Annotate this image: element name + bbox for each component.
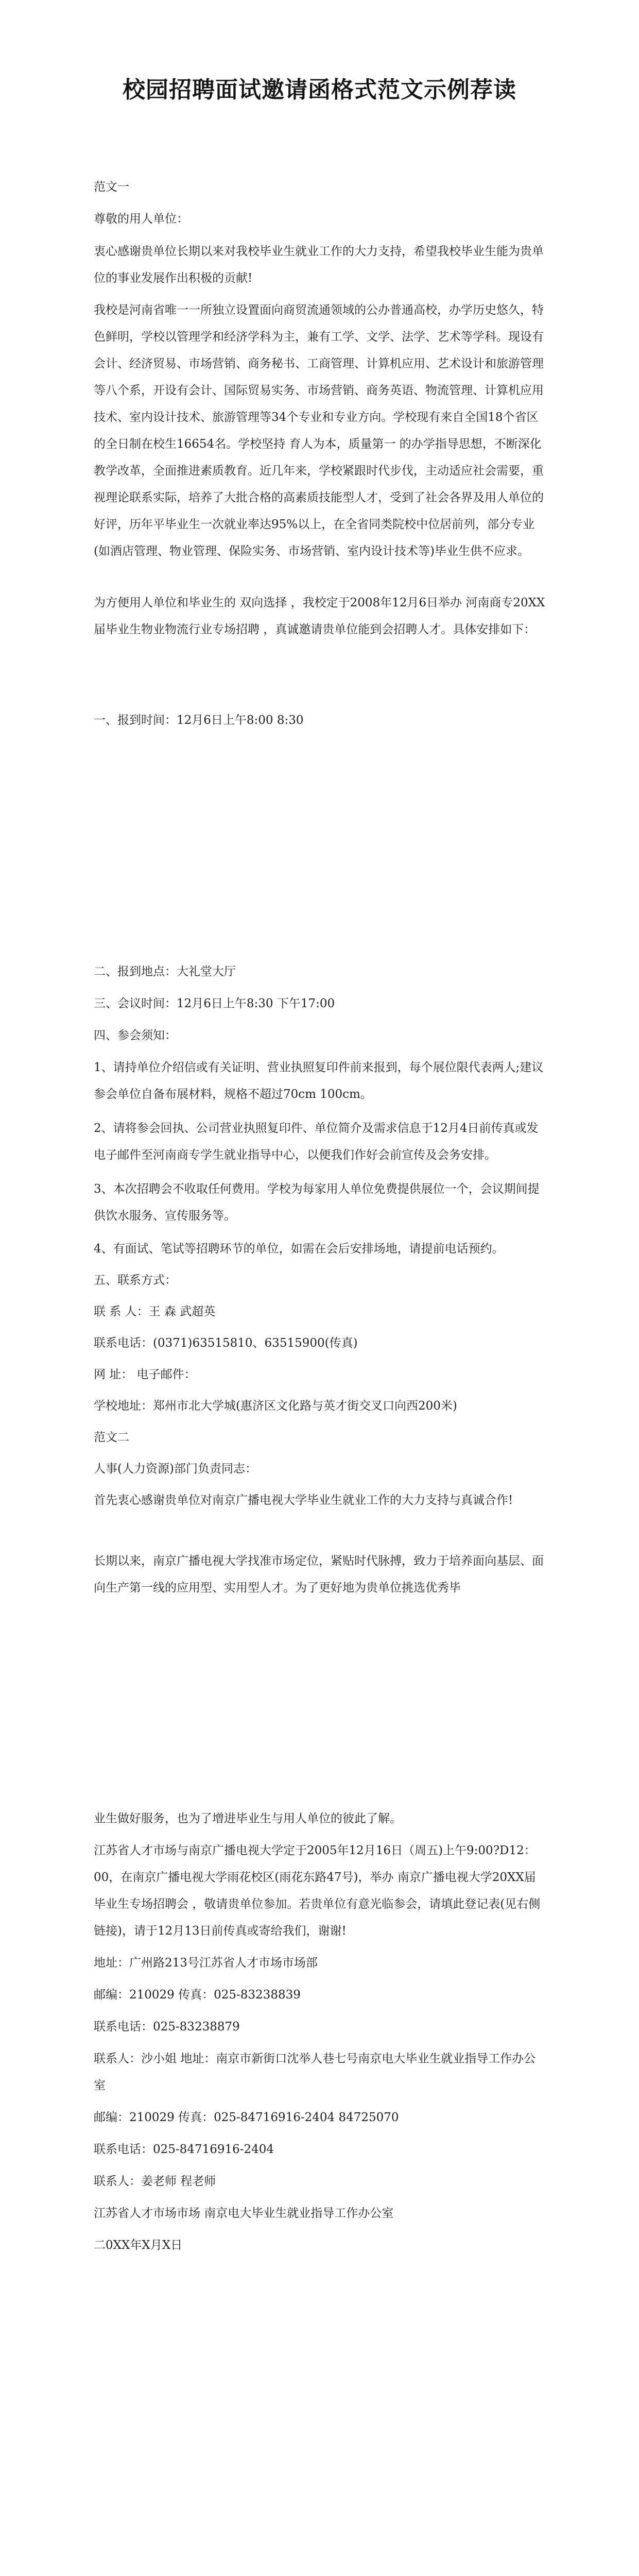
salutation-2: 人事(人力资源)部门负责同志：: [94, 1462, 257, 1476]
contact-phone: 联系电话：(0371)63515810、63515900(传真): [94, 1336, 358, 1350]
section-heading-1: 范文一: [94, 180, 129, 194]
postcode-fax-1: 邮编：210029 传真：025-83238839: [94, 1988, 301, 2002]
contact-web: 网 址： 电子邮件：: [94, 1368, 196, 1381]
item-report-time: 一、报到时间：12月6日上午8:00 8:30: [94, 714, 304, 727]
notice-item-2: 2、请将参会回执、公司营业执照复印件、单位简介及需求信息于12月4日前传真或发电子邮件至河南商专学生就业指导中心，以便我们作好会前宣传及会务安排。: [94, 1122, 539, 1162]
contact-phone-2: 联系电话：025-84716916-2404: [94, 2143, 274, 2156]
signature-date: 二0XX年X月X日: [94, 2239, 183, 2252]
paragraph-university-intro-cont: 业生做好服务，也为了增进毕业生与用人单位的彼此了解。: [94, 1812, 402, 1825]
item-notice-heading: 四、参会须知：: [94, 1029, 177, 1042]
notice-item-1: 1、请持单位介绍信或有关证明、营业执照复印件前来报到，每个展位限代表两人;建议参会单位自备布展材料，规格不超过70cm 100cm。: [94, 1061, 544, 1101]
contact-person-2: 联系人：姜老师 程老师: [94, 2175, 216, 2188]
document-title: 校园招聘面试邀请函格式范文示例荐读: [123, 77, 516, 103]
item-contact-heading: 五、联系方式：: [94, 1274, 177, 1287]
item-report-location: 二、报到地点：大礼堂大厅: [94, 965, 236, 978]
item-meeting-time: 三、会议时间：12月6日上午8:30 下午17:00: [94, 997, 335, 1010]
notice-item-3: 3、本次招聘会不收取任何费用。学校为每家用人单位免费提供展位一个，会议期间提供饮水服务、宣传服务等。: [94, 1182, 540, 1223]
school-address: 学校地址：郑州市北大学城(惠济区文化路与英才街交叉口向西200米): [94, 1399, 457, 1413]
signature-organizations: 江苏省人才市场市场 南京电大毕业生就业指导工作办公室: [94, 2207, 394, 2220]
salutation: 尊敬的用人单位：: [94, 212, 188, 226]
paragraph-job-fair: 江苏省人才市场与南京广播电视大学定于2005年12月16日（周五)上午9:00?D12：00，在南京广播电视大学雨花校区(雨花东路47号)，举办 南京广播电视大学20XX届毕业生专场招聘会 ，敬请贵单位参加。若贵单位有意光临参会，请填此登记表(见右侧链接)，请于12月13日前传真或寄给我们，谢谢!: [94, 1844, 541, 1938]
paragraph-school-intro: 我校是河南省唯一一所独立设置面向商贸流通领域的公办普通高校，办学历史悠久，特色鲜明，学校以管理学和经济学科为主，兼有工学、文学、法学、艺术等学科。现设有会计、经济贸易、市场营销、商务秘书、工商管理、计算机应用、艺术设计和旅游管理等八个系，开设有会计、国际贸易实务、市场营销、商务英语、物流管理、计算机应用技术、室内设计技术、旅游管理等34个专业和专业方向。学校现有来自全国18个省区的全日制在校生16654名。学校坚持 育人为本，质量第一 的办学指导思想，不断深化教学改革，全面推进素质教育。近几年来，学校紧跟时代步伐，主动适应社会需要，重视理论联系实际，培养了大批合格的高素质技能型人才，受到了社会各界及用人单位的好评，历年平毕业生一次就业率达95%以上，在全省同类院校中位居前列，部分专业(如酒店管理、物业管理、保险实务、市场营销、室内设计技术等)毕业生供不应求。: [94, 303, 544, 558]
paragraph-university-intro: 长期以来，南京广播电视大学找准市场定位，紧贴时代脉搏，致力于培养面向基层、面向生产第一线的应用型、实用型人才。为了更好地为贵单位挑选优秀毕: [94, 1554, 544, 1595]
contact-person: 联 系 人：王 森 武超英: [94, 1305, 216, 1318]
paragraph-invitation: 为方便用人单位和毕业生的 双向选择 ，我校定于2008年12月6日举办 河南商专20XX届毕业生物业物流行业专场招聘 ，真诚邀请贵单位能到会招聘人才。具体安排如下：: [94, 596, 545, 636]
postcode-fax-2: 邮编：210029 传真：025-84716916-2404 84725070: [94, 2111, 399, 2124]
section-heading-2: 范文二: [94, 1431, 129, 1444]
address-line: 地址：广州路213号江苏省人才市场市场部: [94, 1956, 318, 1970]
paragraph-thanks-2: 首先衷心感谢贵单位对南京广播电视大学毕业生就业工作的大力支持与真诚合作!: [94, 1494, 513, 1507]
contact-person-address: 联系人：沙小姐 地址：南京市新街口沈举人巷七号南京电大毕业生就业指导工作办公室: [94, 2052, 536, 2092]
contact-phone-1: 联系电话：025-83238879: [94, 2020, 240, 2033]
notice-item-4: 4、有面试、笔试等招聘环节的单位，如需在会后安排场地，请提前电话预约。: [94, 1242, 504, 1256]
paragraph-thanks: 衷心感谢贵单位长期以来对我校毕业生就业工作的大力支持，希望我校毕业生能为贵单位的事业发展作出积极的贡献!: [94, 245, 544, 285]
